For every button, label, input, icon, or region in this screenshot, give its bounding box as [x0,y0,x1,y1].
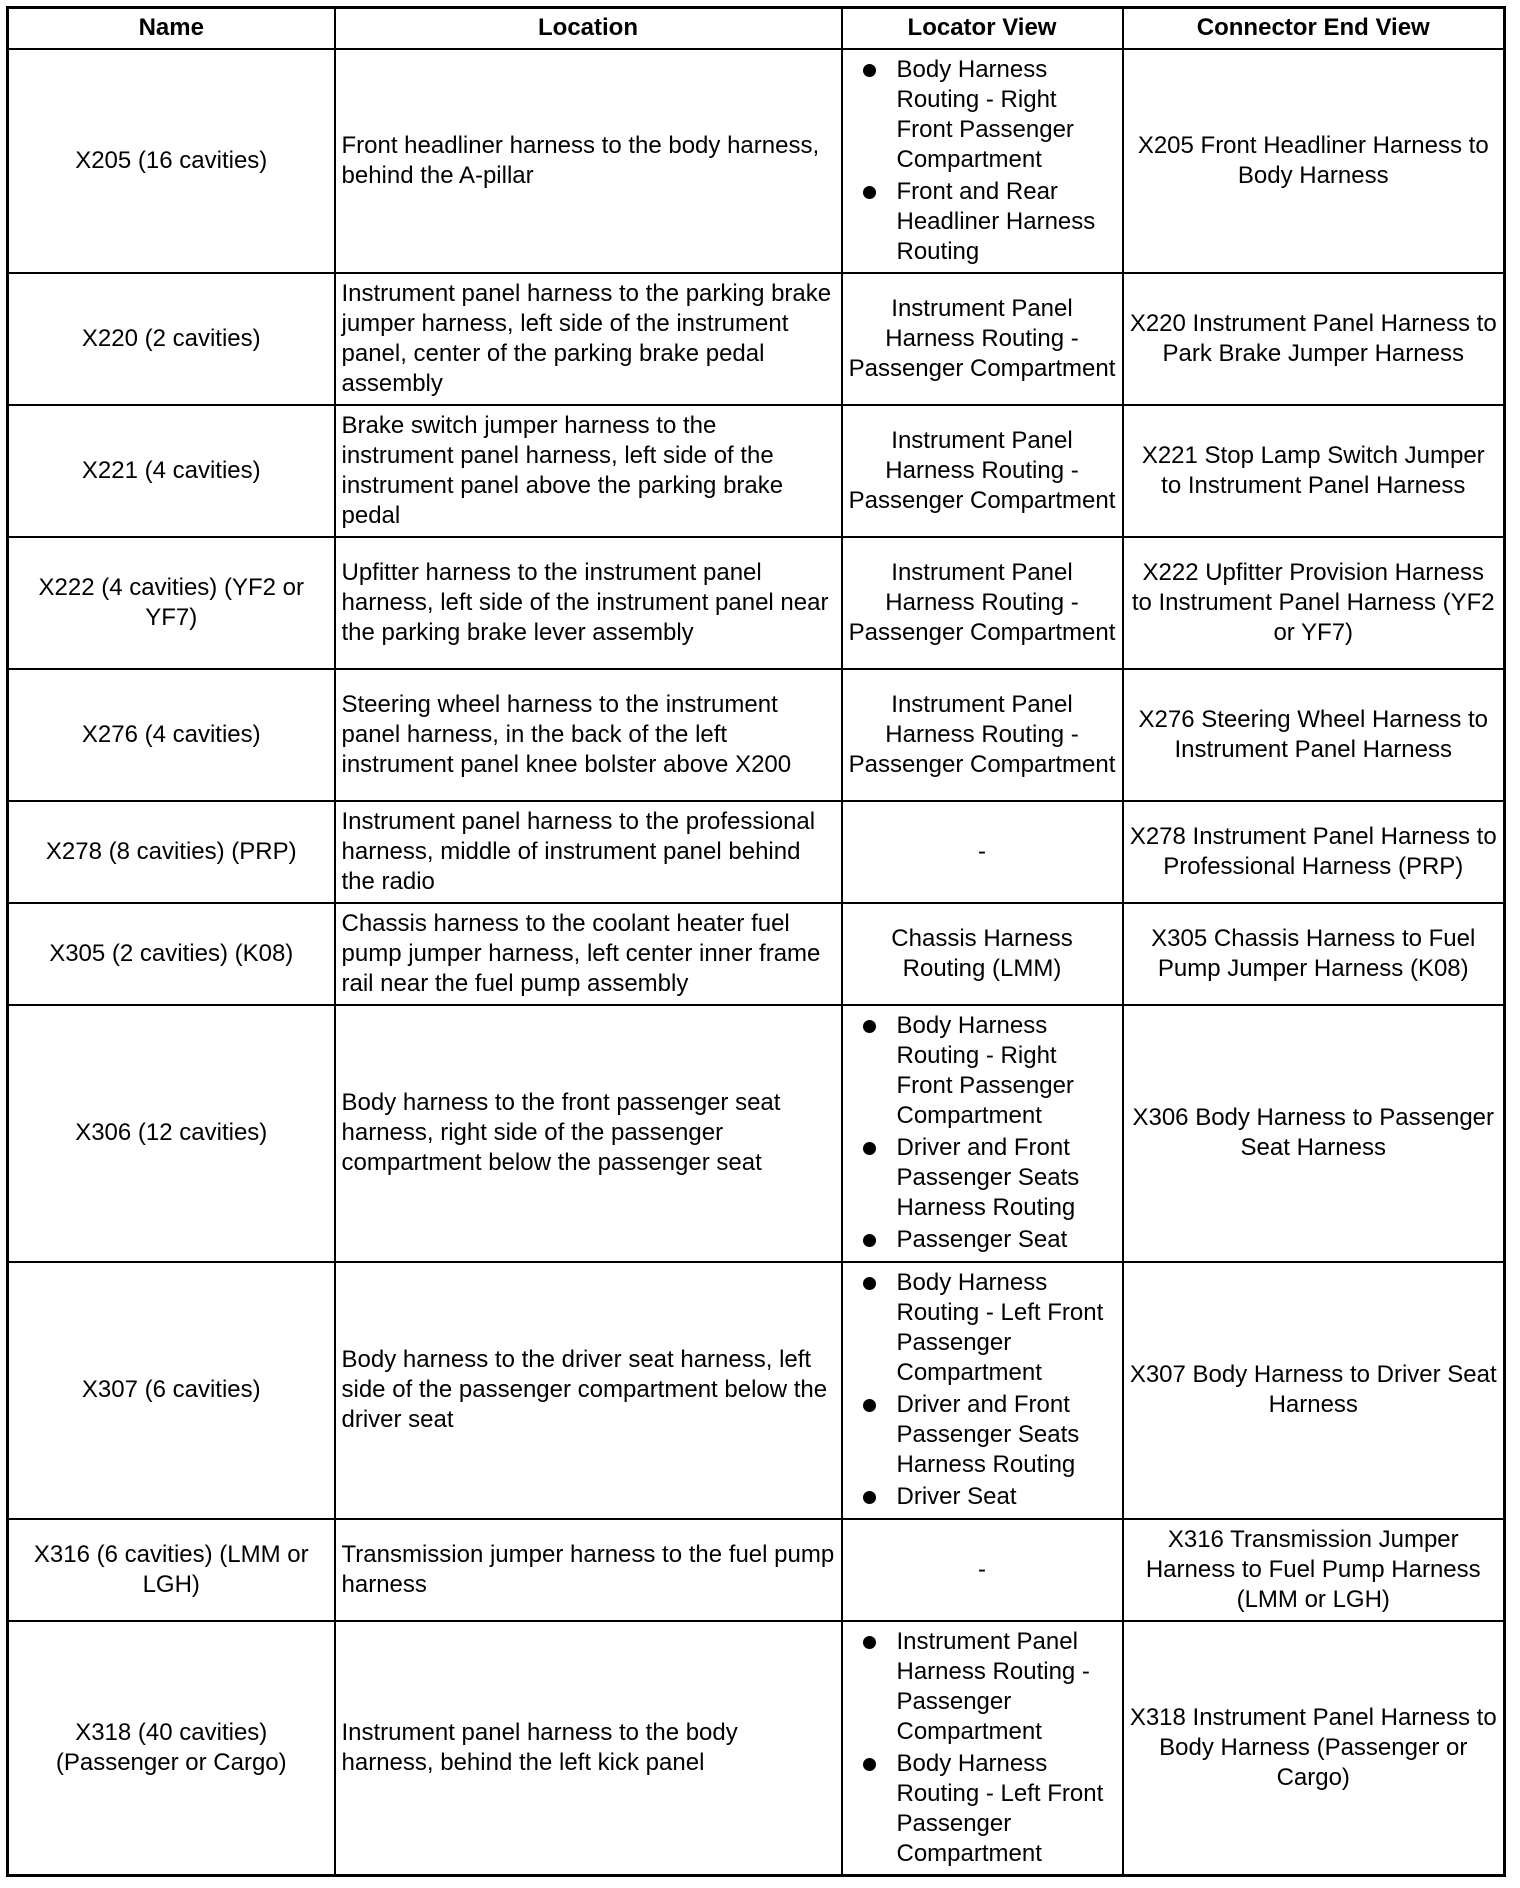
connector-end-view: X316 Transmission Jumper Harness to Fuel Pump Harness (LMM or LGH) [1123,1519,1505,1621]
bullet-icon [863,1234,876,1247]
connector-name: X222 (4 cavities) (YF2 or YF7) [8,537,335,669]
connector-end-view: X306 Body Harness to Passenger Seat Harness [1123,1005,1505,1262]
header-location: Location [335,8,842,49]
connector-name: X318 (40 cavities) (Passenger or Cargo) [8,1621,335,1876]
header-name: Name [8,8,335,49]
locator-item-text: Passenger Seat [896,1226,1068,1253]
locator-item [863,1627,1116,1747]
locator-item-text: Body Harness Routing - Left Front Passenger Compartment [896,1269,1104,1386]
table-row [8,903,1505,1005]
connector-location: Chassis harness to the coolant heater fuel pump jumper harness, left center inner frame rail near the fuel pump assembly [335,903,842,1005]
locator-item [863,1749,1116,1869]
bullet-icon [863,1142,876,1155]
bullet-icon [863,186,876,199]
connector-name: X221 (4 cavities) [8,405,335,537]
connector-end-view: X305 Chassis Harness to Fuel Pump Jumper Harness (K08) [1123,903,1505,1005]
locator-view: - [842,801,1123,903]
bullet-icon [863,64,876,77]
connector-name: X305 (2 cavities) (K08) [8,903,335,1005]
connector-location: Steering wheel harness to the instrument panel harness, in the back of the left instrument panel knee bolster above X200 [335,669,842,801]
table-row [8,1005,1505,1262]
connector-end-view: X278 Instrument Panel Harness to Professional Harness (PRP) [1123,801,1505,903]
connector-table [6,6,1506,1877]
locator-list [863,1627,1116,1869]
locator-view: Instrument Panel Harness Routing - Passenger Compartment [842,405,1123,537]
table-row [8,1621,1505,1876]
header-locator-view: Locator View [842,8,1123,49]
connector-name: X205 (16 cavities) [8,49,335,273]
table-row [8,669,1505,801]
bullet-icon [863,1277,876,1290]
table-row [8,1262,1505,1519]
bullet-icon [863,1758,876,1771]
connector-location: Body harness to the front passenger seat harness, right side of the passenger compartment below the passenger seat [335,1005,842,1262]
locator-item [863,1482,1116,1512]
connector-location: Upfitter harness to the instrument panel harness, left side of the instrument panel near the parking brake lever assembly [335,537,842,669]
connector-end-view: X221 Stop Lamp Switch Jumper to Instrument Panel Harness [1123,405,1505,537]
locator-view: Chassis Harness Routing (LMM) [842,903,1123,1005]
locator-list [863,1011,1116,1255]
locator-item [863,55,1116,175]
locator-item [863,1390,1116,1480]
locator-view [842,1262,1123,1519]
locator-list [863,1268,1116,1512]
bullet-icon [863,1020,876,1033]
table-row [8,273,1505,405]
locator-view: Instrument Panel Harness Routing - Passenger Compartment [842,537,1123,669]
locator-item-text: Instrument Panel Harness Routing - Passenger Compartment [896,1627,1090,1745]
connector-name: X276 (4 cavities) [8,669,335,801]
locator-view [842,1005,1123,1262]
locator-view: - [842,1519,1123,1621]
connector-end-view: X220 Instrument Panel Harness to Park Brake Jumper Harness [1123,273,1505,405]
table-row [8,49,1505,273]
connector-location: Brake switch jumper harness to the instrument panel harness, left side of the instrument panel above the parking brake pedal [335,405,842,537]
bullet-icon [863,1491,876,1504]
connector-location: Instrument panel harness to the professional harness, middle of instrument panel behind the radio [335,801,842,903]
locator-view [842,49,1123,273]
connector-end-view: X318 Instrument Panel Harness to Body Harness (Passenger or Cargo) [1123,1621,1505,1876]
locator-item-text: Front and Rear Headliner Harness Routing [896,177,1096,265]
bullet-icon [863,1399,876,1412]
locator-item-text: Body Harness Routing - Right Front Passenger Compartment [896,55,1074,173]
connector-location: Body harness to the driver seat harness, left side of the passenger compartment below the driver seat [335,1262,842,1519]
table-row [8,537,1505,669]
locator-view: Instrument Panel Harness Routing - Passenger Compartment [842,273,1123,405]
locator-item-text: Driver and Front Passenger Seats Harness Routing [896,1391,1080,1478]
connector-location: Instrument panel harness to the parking brake jumper harness, left side of the instrument panel, center of the parking brake pedal assembly [335,273,842,405]
table-row [8,801,1505,903]
locator-item [863,177,1116,267]
table-row [8,405,1505,537]
connector-end-view: X205 Front Headliner Harness to Body Harness [1123,49,1505,273]
connector-location: Instrument panel harness to the body harness, behind the left kick panel [335,1621,842,1876]
locator-item-text: Body Harness Routing - Right Front Passenger Compartment [896,1012,1074,1129]
locator-item [863,1225,1116,1255]
bullet-icon [863,1636,876,1649]
connector-end-view: X276 Steering Wheel Harness to Instrument Panel Harness [1123,669,1505,801]
locator-view [842,1621,1123,1876]
connector-end-view: X307 Body Harness to Driver Seat Harness [1123,1262,1505,1519]
connector-name: X306 (12 cavities) [8,1005,335,1262]
connector-name: X307 (6 cavities) [8,1262,335,1519]
connector-name: X278 (8 cavities) (PRP) [8,801,335,903]
table-row [8,1519,1505,1621]
header-connector-end-view: Connector End View [1123,8,1505,49]
locator-item [863,1011,1116,1131]
locator-list [863,55,1116,267]
locator-item-text: Driver Seat [896,1483,1017,1510]
header-row [8,8,1505,49]
connector-end-view: X222 Upfitter Provision Harness to Instrument Panel Harness (YF2 or YF7) [1123,537,1505,669]
locator-item-text: Body Harness Routing - Left Front Passenger Compartment [896,1749,1104,1867]
locator-item-text: Driver and Front Passenger Seats Harness Routing [896,1134,1080,1221]
connector-name: X220 (2 cavities) [8,273,335,405]
connector-location: Front headliner harness to the body harness, behind the A-pillar [335,49,842,273]
locator-item [863,1133,1116,1223]
locator-view: Instrument Panel Harness Routing - Passenger Compartment [842,669,1123,801]
locator-item [863,1268,1116,1388]
connector-name: X316 (6 cavities) (LMM or LGH) [8,1519,335,1621]
connector-location: Transmission jumper harness to the fuel pump harness [335,1519,842,1621]
